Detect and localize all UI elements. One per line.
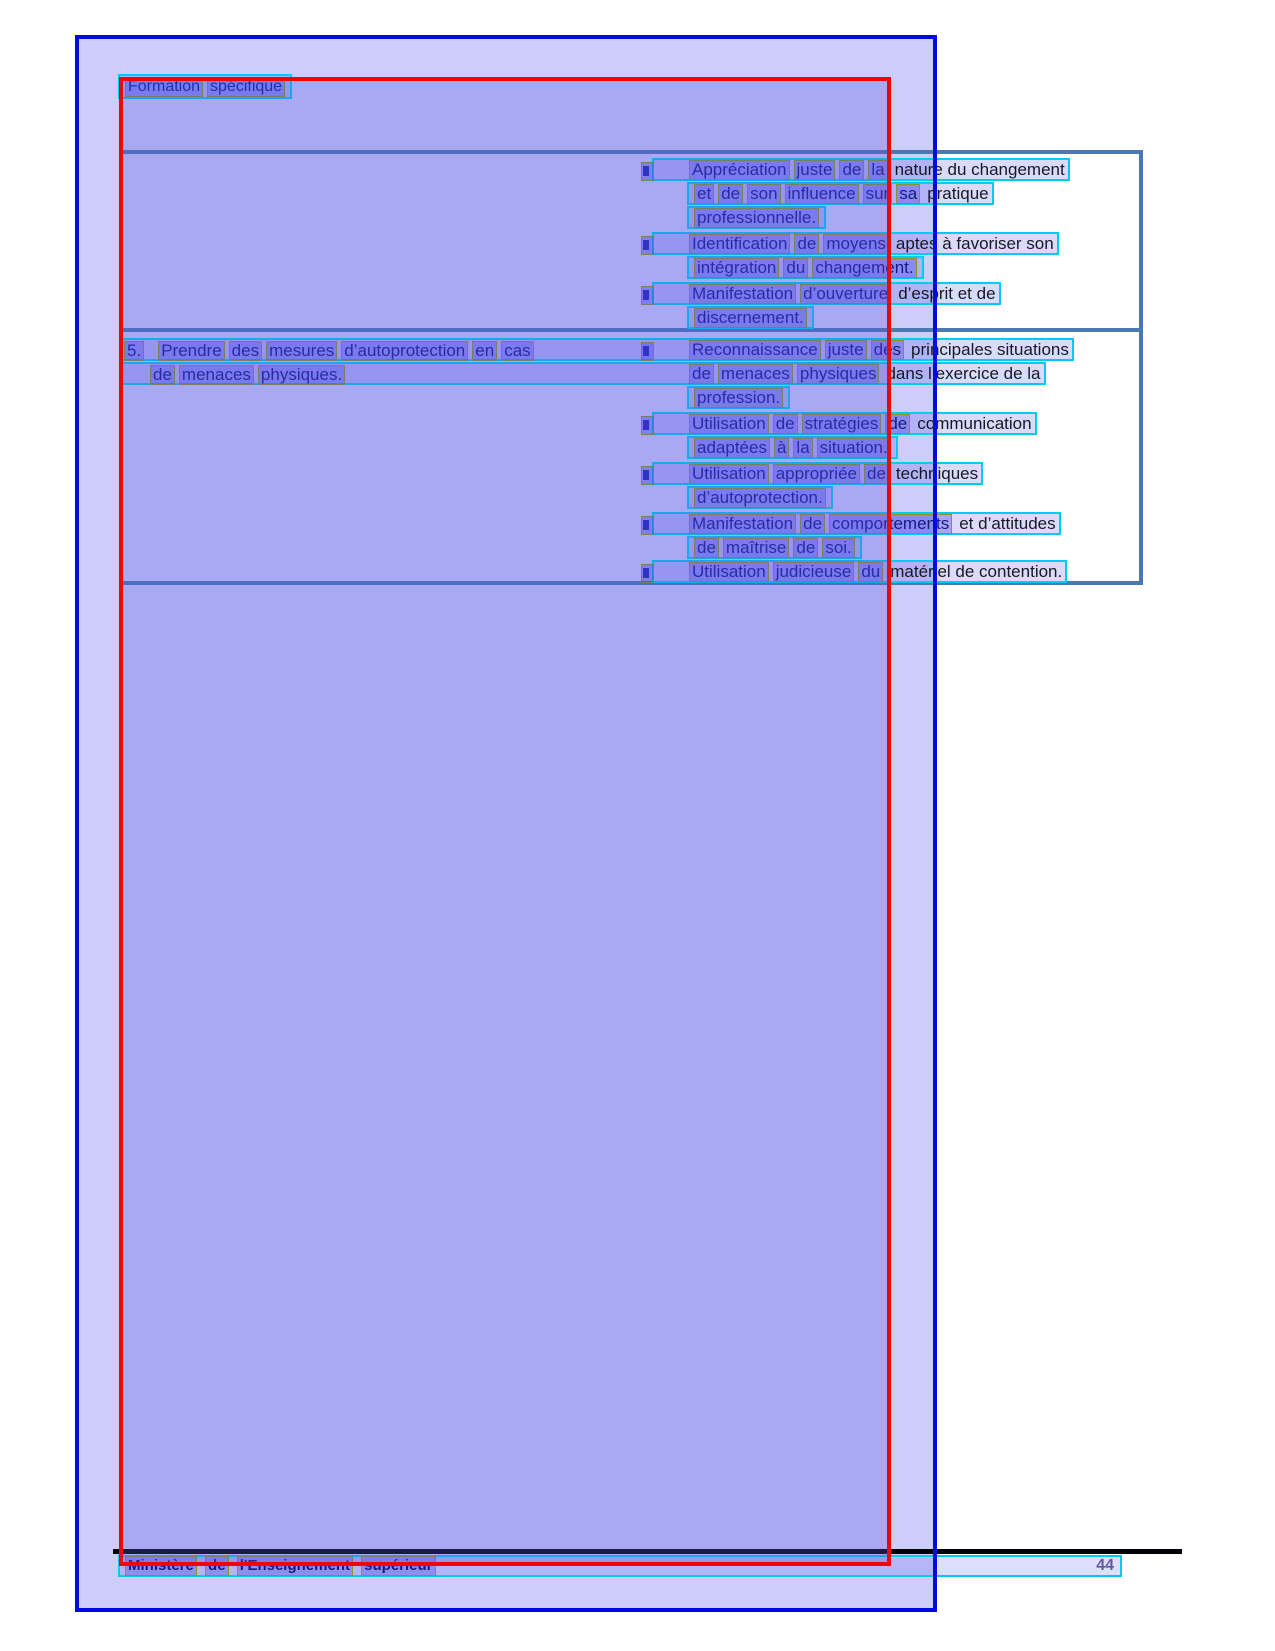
ocr-word-box: du	[783, 258, 808, 278]
ocr-word-box: Reconnaissance	[689, 340, 821, 360]
ocr-word-box: mesures	[266, 341, 337, 361]
ocr-word-box: physiques.	[258, 365, 345, 385]
page-number: 44	[1096, 1557, 1114, 1574]
ocr-word-box: des	[229, 341, 262, 361]
ocr-word-box: de	[773, 414, 798, 434]
ocr-word-box: de	[794, 234, 819, 254]
line-text: communication	[917, 413, 1032, 433]
ocr-word-box: 5.	[124, 341, 144, 361]
ocr-word-box: de	[800, 514, 825, 534]
ocr-word-box: juste	[825, 340, 867, 360]
ocr-word-box: supérieur	[361, 1556, 435, 1576]
ocr-word-box: de	[885, 414, 910, 434]
ocr-word-box: profession.	[694, 388, 783, 408]
line-text: techniques	[895, 463, 979, 483]
line-text: et d’attitudes	[959, 513, 1056, 533]
ocr-word-box: situation.	[817, 438, 891, 458]
ocr-word-box: sur	[863, 184, 893, 204]
ocr-word-box: de	[839, 160, 864, 180]
ocr-word-box: menaces	[179, 365, 254, 385]
ocr-word-box: soi.	[822, 538, 854, 558]
line-text: nature du changement	[894, 159, 1065, 179]
ocr-word-box: cas	[501, 341, 533, 361]
ocr-word-box: maîtrise	[723, 538, 789, 558]
line-text: matériel de contention.	[890, 561, 1063, 581]
ocr-word-box: la	[868, 160, 887, 180]
ocr-word-box: adaptées	[694, 438, 770, 458]
ocr-word-box: des	[871, 340, 904, 360]
line-text: d’esprit et de	[898, 283, 996, 303]
page-frame-border	[75, 35, 937, 1612]
ocr-word-box: Manifestation	[689, 284, 796, 304]
ocr-word-box: professionnelle.	[694, 208, 819, 228]
ocr-word-box: de	[150, 365, 175, 385]
ocr-word-box: d’autoprotection.	[694, 488, 826, 508]
ocr-word-box: la	[793, 438, 812, 458]
ocr-word-box: spécifique	[207, 77, 285, 97]
ocr-word-box: stratégies	[802, 414, 882, 434]
ocr-word-box: de	[718, 184, 743, 204]
ocr-word-box: intégration	[694, 258, 779, 278]
ocr-word-box: judicieuse	[773, 562, 855, 582]
ocr-word-box: Utilisation	[689, 414, 769, 434]
ocr-word-box: en	[472, 341, 497, 361]
ocr-word-box: moyens	[823, 234, 889, 254]
ocr-word-box: Manifestation	[689, 514, 796, 534]
line-text: aptes à favoriser son	[895, 233, 1054, 253]
ocr-word-box: de	[689, 364, 714, 384]
line-text: principales situations	[911, 339, 1069, 359]
ocr-word-box: et	[694, 184, 714, 204]
ocr-word-box: appropriée	[773, 464, 860, 484]
ocr-word-box: Formation	[125, 77, 203, 97]
line-text: pratique	[927, 183, 989, 203]
ocr-word-box: de	[864, 464, 889, 484]
ocr-word-box: à	[774, 438, 789, 458]
ocr-word-box: changement.	[812, 258, 916, 278]
ocr-word-box: son	[747, 184, 780, 204]
ocr-word-box: juste	[794, 160, 836, 180]
ocr-word-box: influence	[785, 184, 859, 204]
ocr-word-box: de	[205, 1556, 229, 1576]
table-border-right	[1139, 150, 1143, 585]
ocr-word-box: de	[793, 538, 818, 558]
line-text: dans l’exercice de la	[886, 363, 1041, 383]
ocr-word-box: sa	[896, 184, 920, 204]
ocr-word-box: Utilisation	[689, 464, 769, 484]
ocr-word-box: Identification	[689, 234, 790, 254]
ocr-word-box: menaces	[718, 364, 793, 384]
ocr-word-box: discernement.	[694, 308, 807, 328]
ocr-word-box: physiques	[797, 364, 880, 384]
ocr-word-box: Prendre	[158, 341, 224, 361]
ocr-word-box: comportements	[829, 514, 952, 534]
ocr-word-box: Utilisation	[689, 562, 769, 582]
ocr-word-box: d’ouverture	[800, 284, 891, 304]
ocr-word-box: Ministère	[125, 1556, 197, 1576]
ocr-word-box: l'Enseignement	[237, 1556, 353, 1576]
ocr-word-box: Appréciation	[689, 160, 790, 180]
ocr-word-box: d’autoprotection	[341, 341, 468, 361]
ocr-word-box: de	[694, 538, 719, 558]
ocr-word-box: du	[858, 562, 883, 582]
